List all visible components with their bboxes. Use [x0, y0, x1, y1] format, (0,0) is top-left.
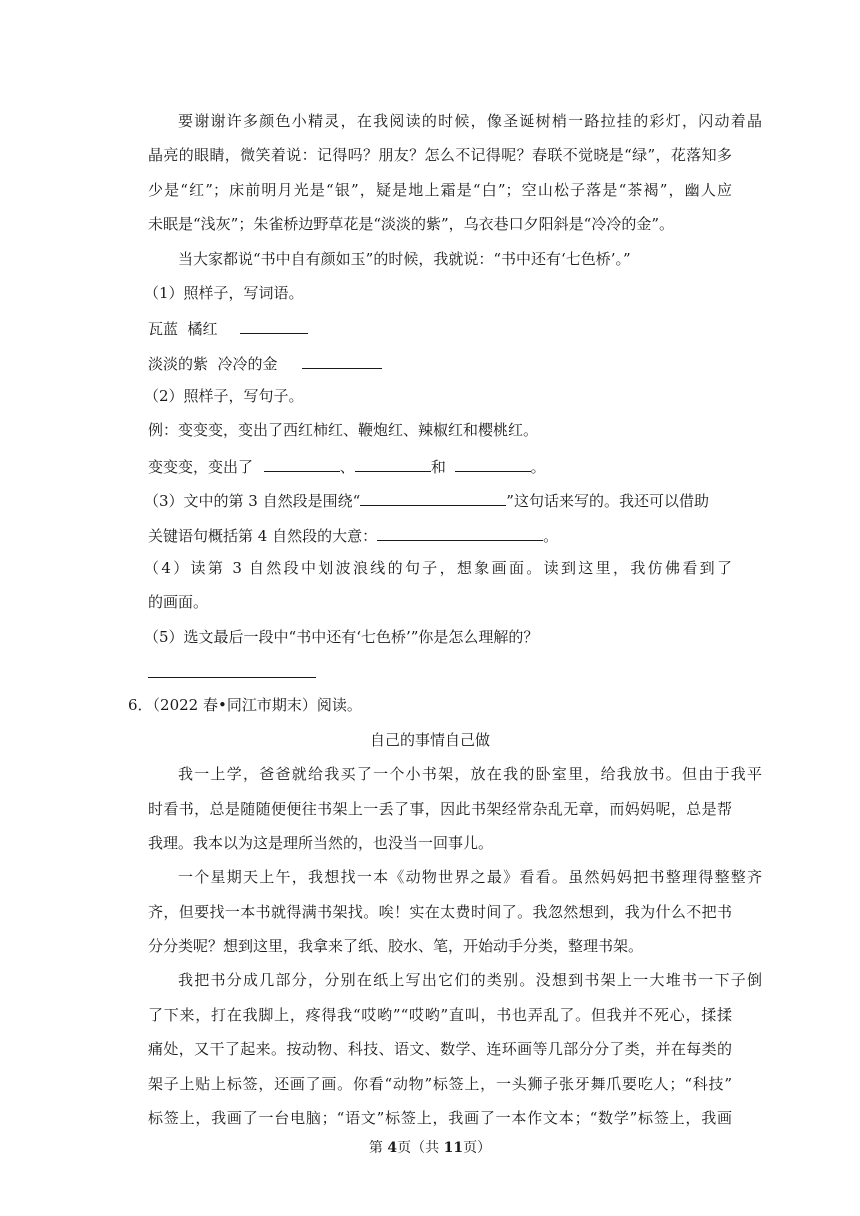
- passage-line: 了下来，打在我脚上，疼得我“哎哟”“哎哟”直叫，书也弄乱了。但我并不死心，揉揉: [148, 1006, 732, 1024]
- passage-line: 我把书分成几部分，分别在纸上写出它们的类别。没想到书架上一大堆书一下子倒: [178, 971, 762, 989]
- separator: 。: [530, 458, 546, 476]
- question-1-row: [148, 352, 732, 374]
- passage-line: 时看书，总是随随便便往书架上一丢了事，因此书架经常杂乱无章，而妈妈呢，总是帮: [148, 800, 732, 818]
- question-2-prompt-row: [148, 455, 732, 477]
- question-1-row: [148, 317, 732, 339]
- total-pages: 11: [443, 1140, 464, 1156]
- passage-title: 自己的事情自己做: [369, 731, 490, 749]
- question-4-line-1: （4）读第 3 自然段中划波浪线的句子，想象画面。读到这里，我仿佛看到了: [144, 559, 732, 577]
- question-1-example-words: 淡淡的紫 冷冷的金: [148, 355, 278, 373]
- question-1-example-words: 瓦蓝 橘红: [148, 320, 218, 338]
- question-3-text: （3）文中的第 3 自然段是围绕“: [144, 492, 361, 510]
- answer-blank[interactable]: [302, 352, 382, 369]
- question-1-title: （1）照样子，写词语。: [144, 284, 304, 302]
- question-6-header: 6．（2022 春•同江市期末）阅读。: [128, 696, 362, 714]
- question-2-title: （2）照样子，写句子。: [144, 387, 304, 405]
- passage-line: 未眠是“浅灰”；朱雀桥边野草花是“淡淡的紫”，乌衣巷口夕阳斜是“冷冷的金”。: [148, 215, 675, 233]
- question-3-line-1: [144, 489, 728, 511]
- answer-blank[interactable]: [355, 455, 431, 472]
- passage-line: 架子上贴上标签，还画了画。你看“动物”标签上，一头狮子张牙舞爪要吃人；“科技”: [148, 1075, 732, 1093]
- passage-line: 晶亮的眼睛，微笑着说：记得吗？朋友？怎么不记得呢？春联不觉晓是“绿”，花落知多: [148, 146, 732, 164]
- passage-line: 当大家都说“书中自有颜如玉”的时候，我就说：“书中还有‘七色桥’。”: [178, 250, 631, 268]
- answer-blank[interactable]: [264, 455, 340, 472]
- question-5-answer-row: [148, 661, 732, 683]
- answer-blank[interactable]: [360, 489, 506, 506]
- answer-blank[interactable]: [240, 317, 308, 334]
- passage-line: 我理。我本以为这是理所当然的，也没当一回事儿。: [148, 834, 494, 852]
- question-3-text: ”这句话来写的。我还可以借助: [506, 492, 709, 510]
- question-5-text: （5）选文最后一段中“书中还有‘七色桥’”你是怎么理解的？: [144, 628, 539, 646]
- question-2-prompt: 变变变，变出了: [148, 458, 254, 476]
- page-footer: [0, 1138, 860, 1158]
- question-2-example: 例：变变变，变出了西红柿红、鞭炮红、辣椒红和樱桃红。: [148, 421, 539, 439]
- passage-line: 我一上学，爸爸就给我买了一个小书架，放在我的卧室里，给我放书。但由于我平: [178, 765, 762, 783]
- separator: 和: [430, 458, 446, 476]
- passage-line: 要谢谢许多颜色小精灵，在我阅读的时候，像圣诞树梢一路拉挂的彩灯，闪动着晶: [178, 112, 762, 130]
- footer-text: 页（共: [397, 1140, 444, 1156]
- question-4-line-2: 的画面。: [148, 593, 209, 611]
- question-3-line-2: [148, 524, 732, 546]
- page-number: 4: [387, 1140, 398, 1156]
- passage-line: 痛处，又干了起来。按动物、科技、语文、数学、连环画等几部分分了类，并在每类的: [148, 1040, 732, 1058]
- separator: 。: [543, 527, 559, 545]
- answer-blank[interactable]: [455, 455, 531, 472]
- footer-text: 页）: [463, 1140, 492, 1156]
- passage-line: 分分类呢？想到这里，我拿来了纸、胶水、笔，开始动手分类，整理书架。: [148, 937, 644, 955]
- separator: 、: [339, 458, 355, 476]
- answer-blank[interactable]: [148, 661, 316, 678]
- passage-line: 齐，但要找一本书就得满书架找。唉！实在太费时间了。我忽然想到，我为什么不把书: [148, 903, 732, 921]
- question-3-text: 关键语句概括第 4 自然段的大意：: [148, 527, 378, 545]
- passage-line: 一个星期天上午，我想找一本《动物世界之最》看看。虽然妈妈把书整理得整整齐: [178, 868, 762, 886]
- passage-line: 少是“红”；床前明月光是“银”，疑是地上霜是“白”；空山松子落是“茶褐”，幽人应: [148, 181, 732, 199]
- answer-blank[interactable]: [377, 524, 543, 541]
- footer-text: 第: [368, 1140, 388, 1156]
- passage-line: 标签上，我画了一台电脑；“语文”标签上，我画了一本作文本；“数学”标签上，我画: [148, 1109, 732, 1127]
